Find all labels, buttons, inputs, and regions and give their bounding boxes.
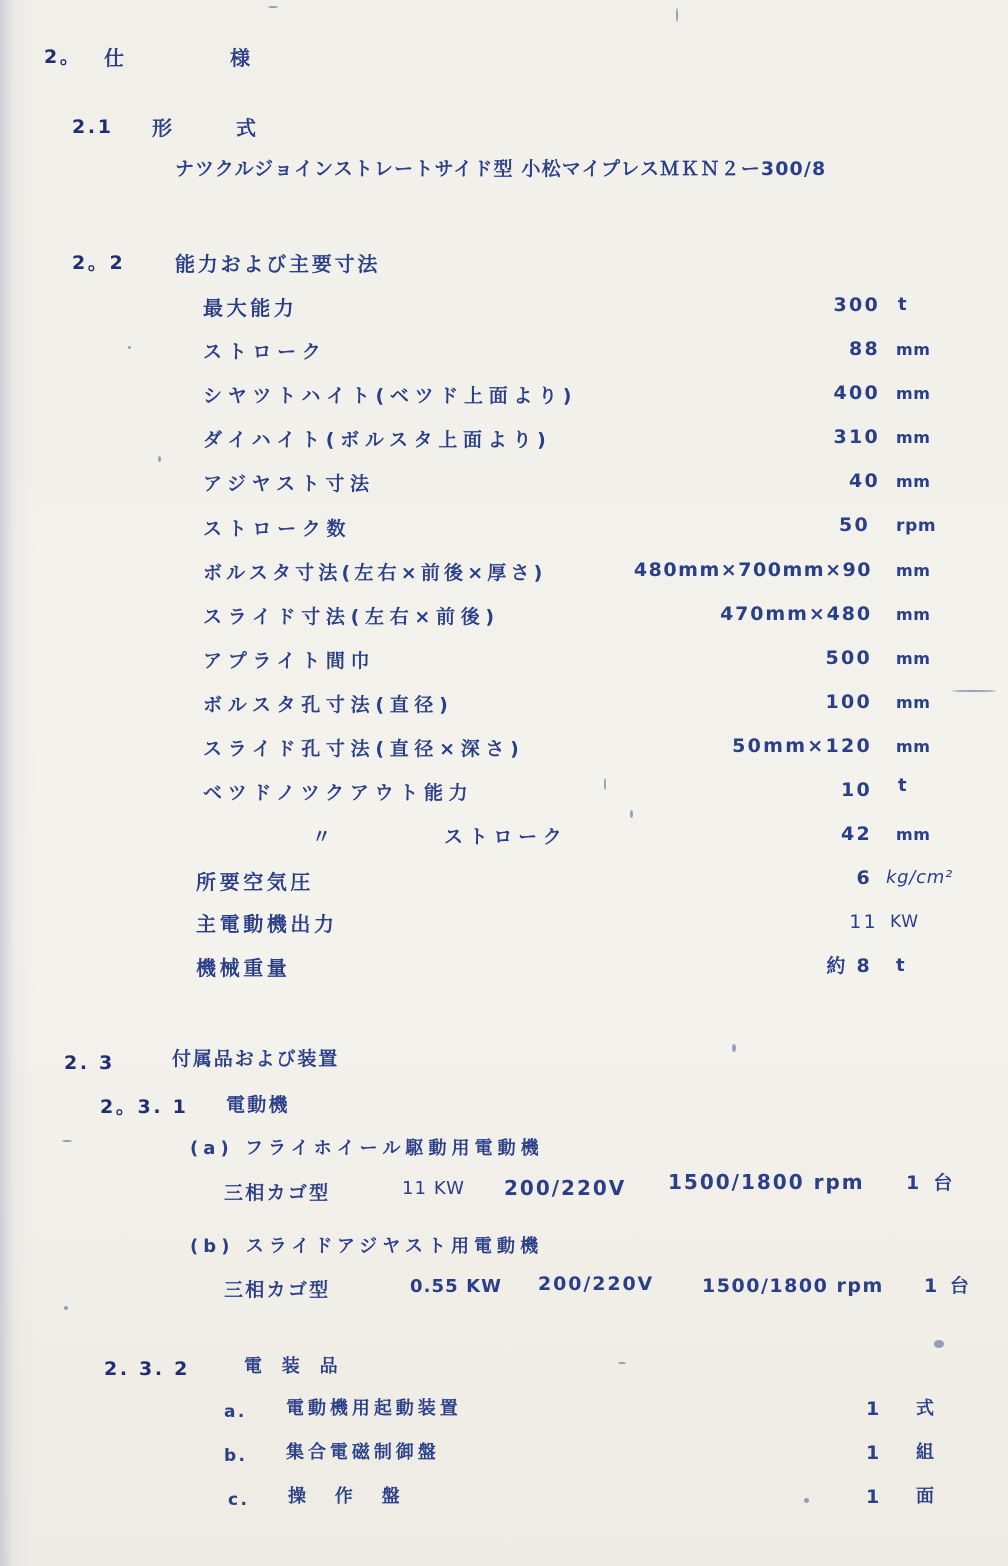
spec-value-bolster-hole: 100 [825, 691, 872, 713]
electrical-item-a-mark: a. [224, 1402, 247, 1422]
electrical-item-a-quantity: 1 [866, 1398, 882, 1420]
spec-label-max-capacity: 最大能力 [203, 296, 298, 320]
section-2-3-1-title: 電動機 [226, 1094, 290, 1116]
motor-b-power: 0.55 KW [410, 1276, 503, 1297]
motor-b-type: 三相カゴ型 [224, 1279, 331, 1301]
scan-speck [128, 346, 131, 349]
spec-label-strokes-per-minute: ストローク数 [203, 518, 352, 540]
section-2-2-number: 2。2 [72, 252, 126, 274]
spec-label-bolster-size: ボルスタ寸法(左右×前後×厚さ) [203, 562, 547, 584]
scan-speck [604, 778, 606, 790]
spec-value-air-pressure: 6 [856, 867, 872, 889]
spec-value-slide-hole: 50mm×120 [732, 735, 872, 757]
motor-a-quantity: 1 台 [906, 1172, 957, 1194]
spec-unit-die-height: mm [896, 428, 931, 447]
spec-label-stroke: ストローク [203, 341, 327, 363]
spec-label-knockout-stroke: ストローク [444, 826, 568, 848]
electrical-item-c-mark: c. [228, 1490, 250, 1510]
section-2-3-1-number: 2。3. 1 [100, 1096, 189, 1118]
electrical-item-b-label: 集合電磁制御盤 [286, 1442, 440, 1463]
spec-value-max-capacity: 300 [833, 294, 880, 316]
spec-value-adjust: 40 [848, 470, 880, 492]
section-2-1-title: 形 式 [152, 116, 257, 140]
spec-unit-slide-size: mm [896, 605, 931, 624]
section-2-number: 2。 [44, 46, 82, 68]
spec-unit-stroke: mm [896, 340, 931, 359]
scan-speck [804, 1498, 809, 1503]
spec-label-shut-height: シヤツトハイト(ベツド上面より) [203, 385, 578, 407]
spec-label-machine-weight: 機械重量 [196, 956, 291, 980]
section-2-title: 仕 様 [104, 46, 251, 70]
motor-a-voltage: 200/220V [504, 1176, 627, 1200]
motor-a-power: 11 KW [402, 1178, 465, 1199]
section-2-3-2-number: 2. 3. 2 [104, 1358, 190, 1380]
motor-a-title: (a) フライホイール駆動用電動機 [190, 1138, 544, 1159]
scan-speck [268, 6, 278, 8]
electrical-item-a-unit: 式 [916, 1398, 937, 1419]
motor-b-title: (b) スライドアジヤスト用電動機 [190, 1236, 544, 1257]
spec-value-stroke: 88 [848, 338, 880, 360]
spec-unit-upright-width: mm [896, 649, 931, 668]
spec-value-strokes-per-minute: 50 [838, 514, 870, 536]
spec-unit-air-pressure: kg/cm² [886, 867, 953, 888]
section-2-1-number: 2.1 [72, 116, 114, 138]
electrical-item-b-mark: b. [224, 1446, 248, 1466]
spec-label-die-height: ダイハイト(ボルスタ上面より) [203, 429, 552, 451]
spec-value-bolster-size: 480mm×700mm×90 [633, 559, 872, 581]
spec-label-adjust: アジヤスト寸法 [203, 473, 375, 495]
electrical-item-c-unit: 面 [916, 1486, 937, 1507]
scan-speck [934, 1340, 944, 1348]
electrical-item-b-quantity: 1 [866, 1442, 882, 1464]
electrical-item-b-unit: 組 [916, 1442, 937, 1463]
scan-speck [630, 810, 633, 818]
section-2-3-2-title: 電 装 品 [244, 1356, 339, 1377]
section-2-3-number: 2. 3 [64, 1052, 115, 1074]
scan-speck [64, 1306, 68, 1310]
scan-speck [676, 8, 678, 22]
motor-a-rpm: 1500/1800 rpm [668, 1170, 865, 1194]
spec-label-slide-size: スライド寸法(左右×前後) [203, 606, 500, 628]
motor-b-voltage: 200/220V [538, 1273, 655, 1295]
spec-value-knockout-capacity: 10 [840, 779, 872, 801]
spec-unit-knockout-stroke: mm [896, 825, 931, 844]
electrical-item-c-label: 操作盤 [288, 1486, 429, 1507]
spec-unit-bolster-hole: mm [896, 693, 931, 712]
electrical-item-c-quantity: 1 [866, 1486, 882, 1508]
electrical-item-a-label: 電動機用起動装置 [286, 1398, 462, 1419]
scan-speck [952, 690, 996, 692]
spec-value-die-height: 310 [833, 426, 880, 448]
spec-unit-knockout-capacity: t [898, 775, 908, 796]
spec-unit-machine-weight: t [896, 955, 906, 976]
spec-unit-max-capacity: t [898, 294, 908, 315]
spec-label-ditto: 〃 [312, 826, 337, 848]
spec-value-knockout-stroke: 42 [840, 823, 872, 845]
spec-label-bolster-hole: ボルスタ孔寸法(直径) [203, 694, 454, 716]
press-model: ナツクルジョインストレートサイド型 小松マイプレスＭＫＮ２ー300/8 [175, 158, 827, 180]
spec-unit-shut-height: mm [896, 384, 931, 403]
spec-label-main-motor: 主電動機出力 [196, 912, 338, 936]
spec-unit-slide-hole: mm [896, 737, 931, 756]
spec-unit-main-motor: KW [890, 912, 919, 932]
spec-label-upright-width: アプライト間巾 [203, 650, 376, 672]
spec-value-slide-size: 470mm×480 [720, 603, 872, 625]
scan-speck [732, 1044, 736, 1052]
motor-b-quantity: 1 台 [924, 1275, 972, 1297]
spec-value-upright-width: 500 [825, 647, 872, 669]
spec-label-knockout-capacity: ベツドノツクアウト能力 [203, 782, 474, 804]
spec-unit-adjust: mm [896, 472, 931, 491]
scan-speck [618, 1362, 626, 1364]
section-2-2-title: 能力および主要寸法 [175, 252, 381, 276]
spec-value-main-motor: 11 [849, 911, 878, 933]
motor-b-rpm: 1500/1800 rpm [702, 1275, 884, 1297]
scan-speck [158, 456, 161, 462]
spec-unit-bolster-size: mm [896, 561, 931, 580]
motor-a-type: 三相カゴ型 [224, 1182, 331, 1204]
section-2-3-title: 付属品および装置 [172, 1048, 340, 1070]
spec-label-air-pressure: 所要空気圧 [196, 870, 314, 894]
spec-unit-strokes-per-minute: rpm [896, 516, 937, 536]
scan-speck [62, 1140, 72, 1142]
spec-value-shut-height: 400 [833, 382, 880, 404]
spec-label-slide-hole: スライド孔寸法(直径×深さ) [203, 738, 525, 760]
spec-value-machine-weight: 約 8 [826, 955, 872, 977]
